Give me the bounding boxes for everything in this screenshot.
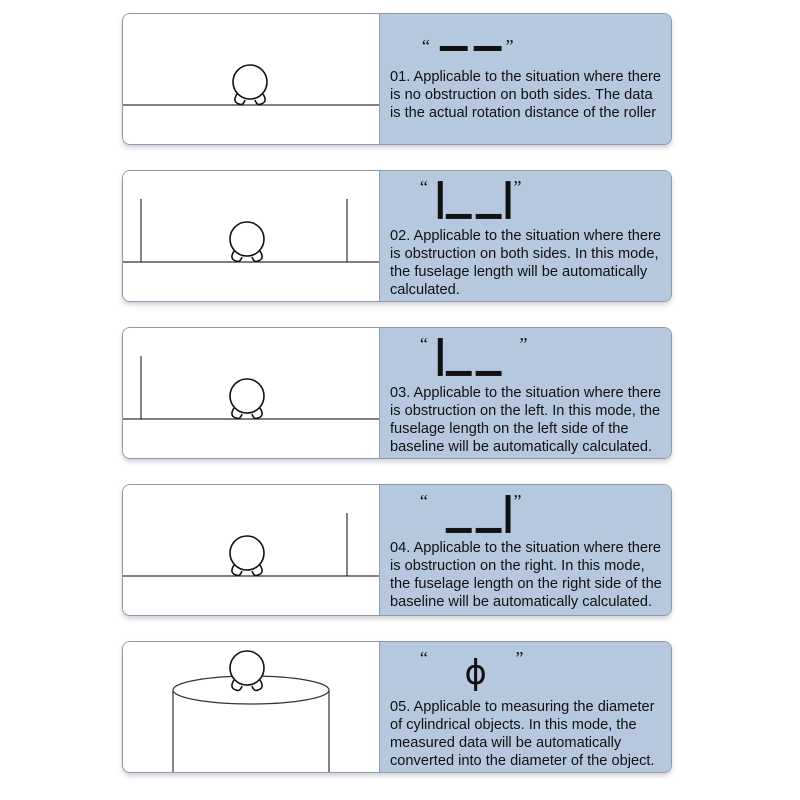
mode-panel-02 bbox=[122, 170, 672, 302]
mode-description-03: 03. Applicable to the situation where there is obstruction on the left. In this mode, the fuselage length on the left side of the baseline will be automatically calculated. bbox=[390, 385, 661, 455]
phi-symbol-icon bbox=[380, 642, 671, 700]
mode-info-02 bbox=[379, 171, 671, 301]
mode-info-01 bbox=[379, 14, 671, 144]
roller-device-icon bbox=[230, 536, 264, 576]
mode-illustration-01 bbox=[123, 14, 379, 144]
dashes-symbol-icon bbox=[380, 14, 671, 72]
svg-text:”: ” bbox=[505, 35, 514, 56]
mode-panel-01 bbox=[122, 13, 672, 145]
mode-description-01: 01. Applicable to the situation where there is no obstruction on both sides. The data is the actual rotation distance of the roller bbox=[390, 69, 661, 121]
mode-info-04 bbox=[379, 485, 671, 615]
svg-text:”: ” bbox=[513, 177, 522, 198]
svg-text:“: “ bbox=[421, 35, 430, 56]
mode-description-04: 04. Applicable to the situation where there is obstruction on the right. In this mode, the fuselage length on the right side of the baseline will be automatically calculated. bbox=[390, 540, 662, 610]
svg-text:”: ” bbox=[519, 334, 528, 355]
cylinder-object-icon bbox=[173, 676, 329, 773]
svg-text:“: “ bbox=[419, 648, 428, 669]
right-bracket-symbol-icon bbox=[380, 485, 671, 543]
both-sides-bracket-symbol-icon bbox=[380, 171, 671, 229]
svg-text:“: “ bbox=[419, 334, 428, 355]
svg-text:”: ” bbox=[515, 648, 524, 669]
mode-description-05: 05. Applicable to measuring the diameter of cylindrical objects. In this mode, the measured data will be automatically converted into the diameter of the object. bbox=[390, 699, 655, 769]
svg-text:“: “ bbox=[419, 177, 428, 198]
mode-illustration-04 bbox=[123, 485, 379, 615]
roller-device-icon bbox=[230, 379, 264, 419]
left-bracket-symbol-icon bbox=[380, 328, 671, 386]
mode-panel-05 bbox=[122, 641, 672, 773]
mode-info-03 bbox=[379, 328, 671, 458]
svg-text:“: “ bbox=[419, 491, 428, 512]
roller-device-icon bbox=[233, 65, 267, 105]
mode-info-05 bbox=[379, 642, 671, 772]
mode-panel-03 bbox=[122, 327, 672, 459]
mode-illustration-03 bbox=[123, 328, 379, 458]
mode-description-02: 02. Applicable to the situation where there is obstruction on both sides. In this mode, the fuselage length will be automatically calculated. bbox=[390, 228, 661, 298]
mode-panel-04 bbox=[122, 484, 672, 616]
mode-illustration-05 bbox=[123, 642, 379, 772]
svg-text:”: ” bbox=[513, 491, 522, 512]
mode-illustration-02 bbox=[123, 171, 379, 301]
phi-glyph: ɸ bbox=[464, 652, 487, 692]
roller-device-icon bbox=[230, 222, 264, 262]
